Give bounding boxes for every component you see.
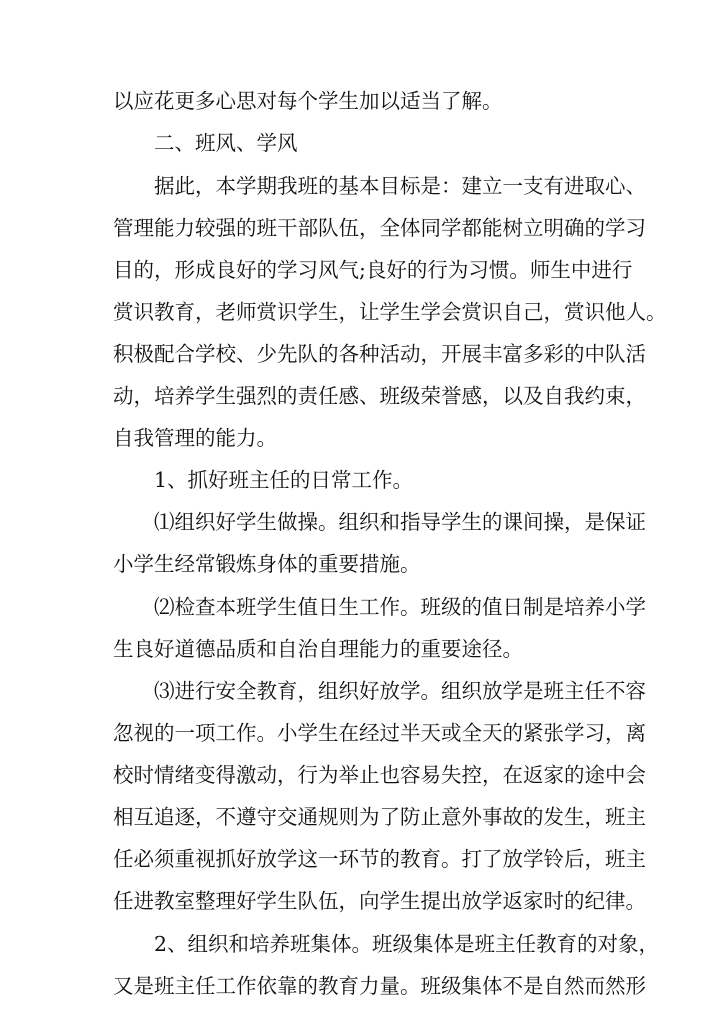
paragraph-line: ⑴组织好学生做操。组织和指导学生的课间操，是保证 [154,510,646,534]
paragraph-line: 又是班主任工作依靠的教育力量。班级集体不是自然而然形 [113,974,646,998]
paragraph-line: 校时情绪变得激动，行为举止也容易失控，在返家的途中会 [113,763,646,787]
paragraph-line: 管理能力较强的班干部队伍，全体同学都能树立明确的学习 [113,216,646,240]
paragraph-line: 目的，形成良好的学习风气;良好的行为习惯。师生中进行 [113,258,633,282]
paragraph-line: 2、组织和培养班集体。班级集体是班主任教育的对象， [154,932,660,956]
paragraph-line: 积极配合学校、少先队的各种活动，开展丰富多彩的中队活 [113,342,646,366]
paragraph-line: ⑶进行安全教育，组织好放学。组织放学是班主任不容 [154,679,646,703]
paragraph-line: 任进教室整理好学生队伍，向学生提出放学返家时的纪律。 [113,889,646,913]
paragraph-line: 相互追逐，不遵守交通规则为了防止意外事故的发生，班主 [113,805,646,829]
paragraph-line: 任必须重视抓好放学这一环节的教育。打了放学铃后，班主 [113,847,646,871]
paragraph-line: 小学生经常锻炼身体的重要措施。 [113,552,421,576]
paragraph-line: 动，培养学生强烈的责任感、班级荣誉感，以及自我约束， [113,384,646,408]
paragraph-line: ⑵检查本班学生值日生工作。班级的值日制是培养小学 [154,595,646,619]
list-heading: 1、抓好班主任的日常工作。 [154,468,414,492]
paragraph-line: 自我管理的能力。 [113,426,277,450]
paragraph-line: 赏识教育，老师赏识学生，让学生学会赏识自己，赏识他人。 [113,300,667,324]
section-heading: 二、班风、学风 [154,131,298,155]
paragraph-line: 忽视的一项工作。小学生在经过半天或全天的紧张学习，离 [113,721,646,745]
paragraph-line: 据此，本学期我班的基本目标是：建立一支有进取心、 [154,174,646,198]
paragraph-line: 生良好道德品质和自治自理能力的重要途径。 [113,637,523,661]
paragraph-line: 以应花更多心思对每个学生加以适当了解。 [113,89,503,113]
